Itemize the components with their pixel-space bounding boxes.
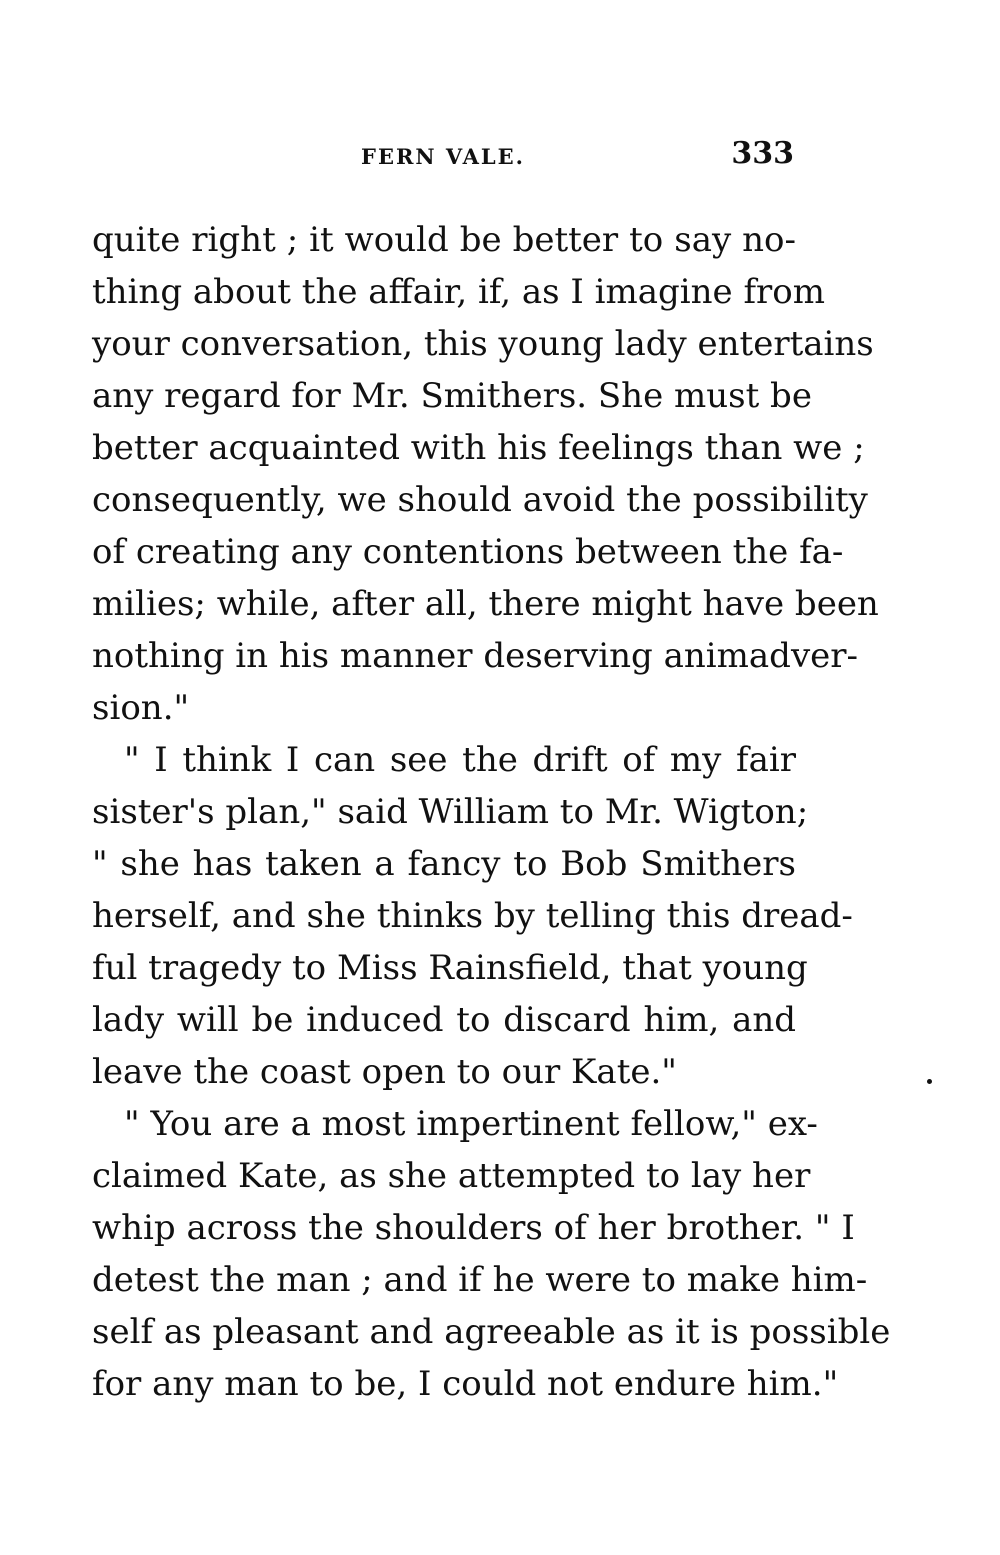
text-line: ful tragedy to Miss Rainsfield, that young [92, 948, 808, 988]
text-line: better acquainted with his feelings than we ; [92, 428, 865, 468]
text-line: " You are a most impertinent fellow," ex- [124, 1104, 818, 1144]
text-line: for any man to be, I could not endure him." [92, 1364, 839, 1404]
text-line: your conversation, this young lady entertains [92, 324, 874, 364]
text-line: " I think I can see the drift of my fair [124, 740, 796, 780]
text-line: herself, and she thinks by telling this dread- [92, 896, 853, 936]
text-line: claimed Kate, as she attempted to lay her [92, 1156, 811, 1196]
text-line: self as pleasant and agreeable as it is possible [92, 1312, 891, 1352]
text-line: leave the coast open to our Kate." [92, 1052, 677, 1092]
text-line: nothing in his manner deserving animadver- [92, 636, 859, 676]
text-line: any regard for Mr. Smithers. She must be [92, 376, 812, 416]
text-line: of creating any contentions between the fa- [92, 532, 844, 572]
body-text [92, 214, 891, 1410]
text-line: quite right ; it would be better to say no- [92, 220, 796, 260]
text-line: lady will be induced to discard him, and [92, 1000, 796, 1040]
text-line: milies; while, after all, there might have been [92, 584, 879, 624]
text-line: detest the man ; and if he were to make him- [92, 1260, 868, 1300]
text-line: consequently, we should avoid the possibility [92, 480, 868, 520]
running-title: FERN VALE. [361, 144, 525, 169]
text-line: sion." [92, 688, 190, 728]
text-line: " she has taken a fancy to Bob Smithers [92, 844, 796, 884]
ink-speck [927, 1079, 932, 1084]
text-line: sister's plan," said William to Mr. Wigton; [92, 792, 809, 832]
text-line: whip across the shoulders of her brother. " I [92, 1208, 855, 1248]
page-number: 333 [731, 136, 794, 171]
running-head [92, 134, 794, 174]
text-line: thing about the affair, if, as I imagine from [92, 272, 825, 312]
